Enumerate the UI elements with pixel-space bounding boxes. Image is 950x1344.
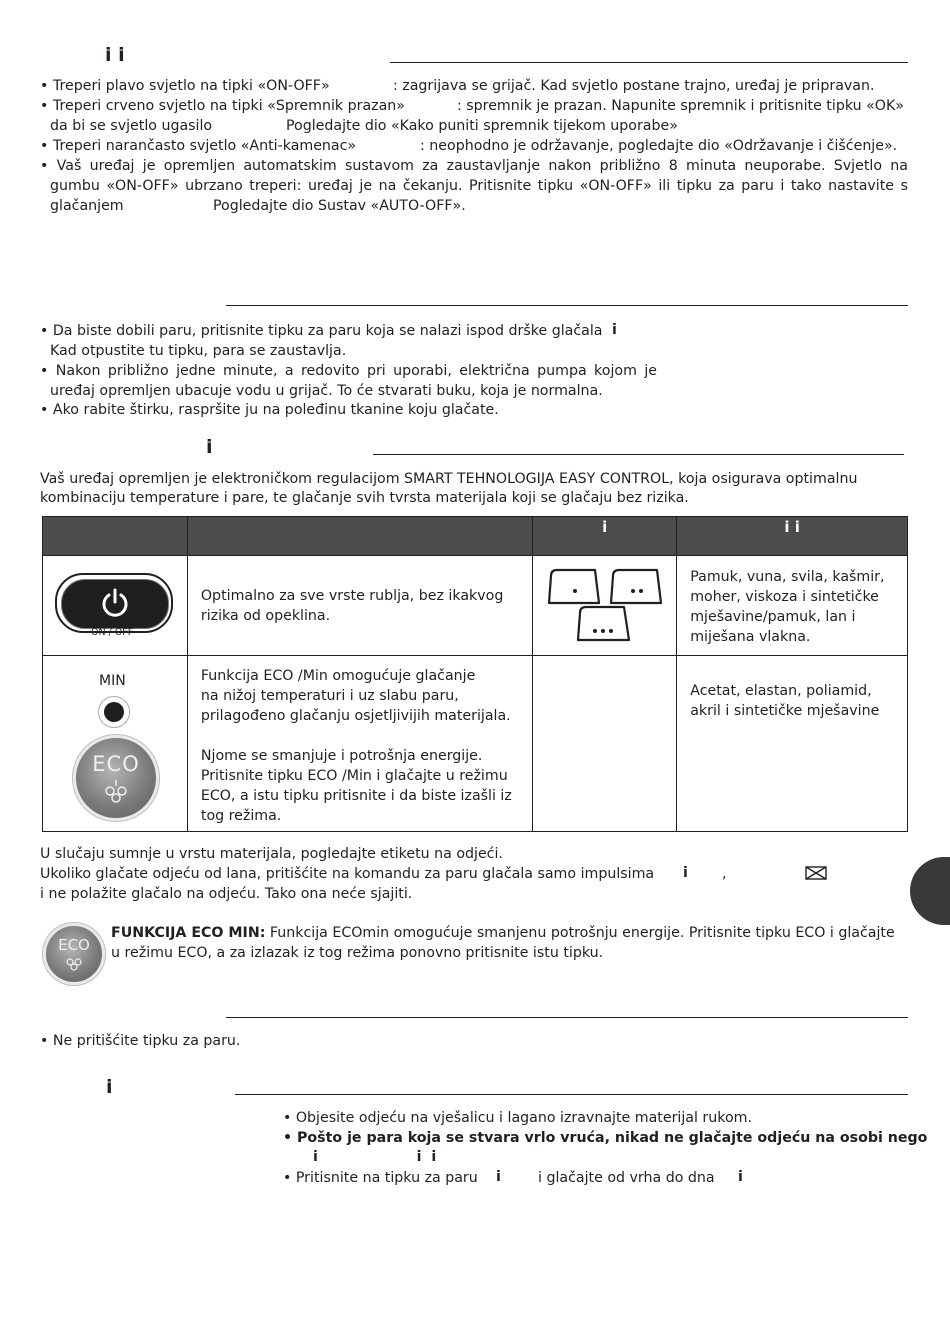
page-tab-marker — [910, 857, 950, 925]
s2-line2: Kad otpustite tu tipku, para se zaustavlja. — [50, 343, 347, 359]
table-header-row — [43, 517, 908, 556]
s1-line1a: • Treperi plavo svjetlo na tipki «ON-OFF» — [40, 78, 330, 94]
s1-line7b: Pogledajte dio Sustav «AUTO-OFF». — [213, 198, 466, 214]
section3-rule — [373, 454, 904, 455]
table-header-cell — [187, 517, 532, 556]
row2-desc-spacer — [201, 726, 531, 746]
row1-desc-line: Optimalno za sve vrste rublja, bez ikakvog — [200, 588, 504, 604]
section4-rule — [226, 1017, 908, 1018]
table-header-cell: i i — [677, 517, 908, 556]
row2-desc-line: ECO, a istu tipku pritisnite i da biste izašli iz — [200, 788, 512, 804]
s5-line3-i: i — [496, 1169, 501, 1185]
s2-line3: • Nakon približno jedne minute, a redovito pri uporabi, električna pumpa kojom je — [40, 363, 657, 379]
eco-box-bold: FUNKCIJA ECO MIN: — [111, 925, 266, 941]
row2-desc-line: prilagođeno glačanju osjetljivijih materijala. — [200, 708, 511, 724]
row2-desc-line: Pritisnite tipku ECO /Min i glačajte u režimu — [200, 768, 508, 784]
s5-line3a: • Pritisnite na tipku za paru — [283, 1170, 478, 1186]
s1-line6: gumbu «ON-OFF» ubrzano treperi: uređaj je na čekanju. Pritisnite tipku «ON-OFF» ili tipku za paru i tako nastavite s — [50, 178, 908, 194]
s2-line5: • Ako rabite štirku, raspršite ju na poleđinu tkanine koju glačate. — [40, 402, 499, 418]
section1-rule — [390, 62, 908, 63]
s5-line1: • Objesite odjeću na vješalicu i lagano izravnajte materijal rukom. — [283, 1110, 752, 1126]
table-header-cell — [43, 517, 188, 556]
s3-after2-i: i — [683, 865, 688, 881]
s2-line4: uređaj opremljen ubacuje vodu u grijač. To će stvarati buku, koja je normalna. — [50, 383, 603, 399]
section1-heading: i i — [105, 44, 125, 66]
min-label: MIN — [99, 673, 126, 689]
s3-after2-comma: , — [722, 866, 727, 882]
section3-heading: i — [206, 436, 213, 458]
row1-iron-icons-cell — [533, 556, 677, 656]
section2-rule — [226, 305, 908, 306]
table-header-cell: i — [533, 517, 677, 556]
iron-one-dot-icon — [549, 570, 599, 603]
row1-fabric-line: moher, viskoza i sintetičke — [690, 589, 879, 605]
table-row — [43, 656, 908, 832]
no-steam-icon — [805, 866, 827, 880]
row1-description-cell — [187, 556, 532, 656]
onoff-button-outline — [55, 573, 173, 633]
row1-fabric-line: mješavine/pamuk, lan i — [690, 609, 856, 625]
onoff-button-cell — [43, 556, 188, 656]
s4-line: • Ne pritišćite tipku za paru. — [40, 1033, 241, 1049]
onoff-button — [61, 579, 169, 629]
s5-line2: • Pošto je para koja se stvara vrlo vruća, nikad ne glačajte odjeću na osobi nego — [283, 1130, 928, 1146]
eco-min-cell — [43, 656, 188, 832]
s1-line4b: : neophodno je održavanje, pogledajte dio «Održavanje i čišćenje». — [420, 138, 898, 154]
min-indicator-outer — [98, 696, 130, 728]
s3-after3: i ne polažite glačalo na odjeću. Tako ona neće sjajiti. — [40, 886, 413, 902]
min-indicator-light — [104, 702, 124, 722]
row2-desc-line: Funkcija ECO /Min omogućuje glačanje — [200, 668, 476, 684]
section5-heading: i — [106, 1076, 113, 1098]
row2-empty-cell — [533, 656, 677, 832]
s5-line3b: i glačajte od vrha do dna — [538, 1170, 715, 1186]
row1-fabric-line: Pamuk, vuna, svila, kašmir, — [690, 569, 885, 585]
eco-box-text1: Funkcija ECOmin omogućuje smanjenu potrošnju energije. Pritisnite tipku ECO i glačajte — [265, 925, 895, 941]
onoff-label: ON / OFF — [91, 627, 134, 638]
s1-line2a: • Treperi crveno svjetlo na tipki «Spremnik prazan» — [40, 98, 405, 114]
eco-button — [73, 735, 159, 821]
eco-box-line1 — [111, 923, 895, 943]
row2-fabrics-cell — [677, 656, 908, 832]
eco-icon-small-label: ECO — [58, 936, 90, 954]
s5-line2b: i i i — [313, 1149, 437, 1165]
row2-description-cell — [187, 656, 532, 832]
s3-intro2: kombinaciju temperature i pare, te glačanje svih tvrsta materijala koji se glačaju bez rizika. — [40, 490, 689, 506]
row1-fabric-line: miješana vlakna. — [690, 629, 811, 645]
s3-intro1: Vaš uređaj opremljen je elektroničkom regulacijom SMART TEHNOLOGIJA EASY CONTROL, koja osigurava optimalnu — [40, 471, 858, 487]
s5-line3-i2: i — [738, 1169, 743, 1185]
s2-line1: • Da biste dobili paru, pritisnite tipku za paru koja se nalazi ispod drške glačala — [40, 323, 603, 339]
iron-two-dot-icon — [611, 570, 661, 603]
row2-fabric-line: Acetat, elastan, poliamid, — [690, 683, 872, 699]
eco-box-line2: u režimu ECO, a za izlazak iz tog režima ponovno pritisnite istu tipku. — [111, 945, 604, 961]
s3-after2: Ukoliko glačate odjeću od lana, pritišćite na komandu za paru glačala samo impulsima — [40, 866, 655, 882]
power-icon — [62, 580, 168, 628]
s1-line3b: Pogledajte dio «Kako puniti spremnik tijekom uporabe» — [286, 118, 678, 134]
settings-table — [42, 516, 908, 832]
s1-line2b: : spremnik je prazan. Napunite spremnik i pritisnite tipku «OK» — [457, 98, 904, 114]
steam-icon — [46, 926, 102, 982]
eco-icon-small — [43, 923, 105, 985]
row2-desc-line: Njome se smanjuje i potrošnja energije. — [200, 748, 483, 764]
eco-button-label: ECO — [92, 752, 140, 776]
s1-line3a: da bi se svjetlo ugasilo — [50, 118, 213, 134]
section5-rule — [235, 1094, 908, 1095]
steam-icon — [76, 738, 156, 818]
row2-fabric-line: akril i sintetičke mješavine — [690, 703, 880, 719]
s1-line4a: • Treperi narančasto svjetlo «Anti-kamenac» — [40, 138, 357, 154]
iron-temperature-icons — [533, 556, 676, 654]
row2-desc-line: tog režima. — [200, 808, 282, 824]
row1-fabrics-cell — [677, 556, 908, 656]
s1-line1b: : zagrijava se grijač. Kad svjetlo postane trajno, uređaj je pripravan. — [393, 78, 875, 94]
table-row — [43, 556, 908, 656]
row1-desc-line: rizika od opeklina. — [200, 608, 331, 624]
s2-inline-i: i — [612, 322, 617, 338]
s1-line7a: glačanjem — [50, 198, 124, 214]
s3-after1: U slučaju sumnje u vrstu materijala, pogledajte etiketu na odjeći. — [40, 846, 503, 862]
iron-three-dot-icon — [578, 607, 629, 640]
s1-line5: • Vaš uređaj je opremljen automatskim sustavom za zaustavljanje nakon približno 8 minuta neuporabe. Svjetlo na — [40, 158, 908, 174]
row2-desc-line: na nižoj temperaturi i uz slabu paru, — [200, 688, 459, 704]
